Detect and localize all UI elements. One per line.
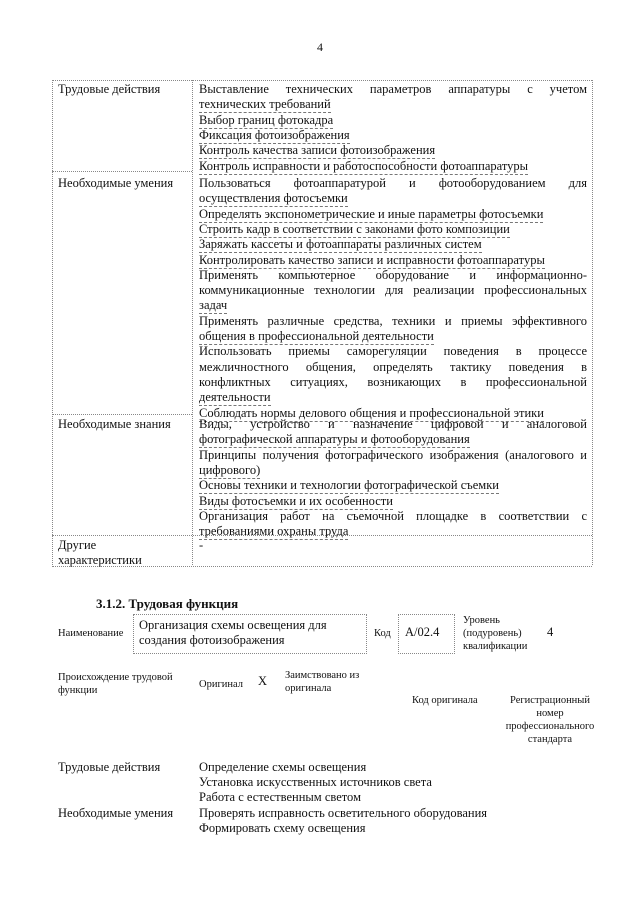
table-item-line: деятельности: [199, 390, 271, 404]
borrowed-label-line2: оригинала: [285, 683, 332, 694]
table-row-divider: [52, 171, 192, 172]
t2-item: Определение схемы освещения: [199, 760, 367, 774]
table-item-line: требованиями охраны труда: [199, 524, 349, 538]
table-item-line: Контроль исправности и работоспособности фотоаппаратуры: [199, 159, 529, 173]
row-label-other-line2: характеристики: [58, 553, 142, 567]
t2-label-labor-actions: Трудовые действия: [58, 760, 161, 774]
t2-item: Формировать схему освещения: [199, 821, 366, 835]
row-label-required-knowledge: Необходимые знания: [58, 417, 171, 431]
table-item-line: осуществления фотосъемки: [199, 191, 348, 205]
table-border-right: [592, 80, 593, 565]
reg-number-line2: номер: [536, 708, 564, 719]
borrowed-label-line1: Заимствовано из: [285, 670, 360, 681]
level-label-line3: квалификации: [463, 641, 528, 652]
table-border-left: [52, 80, 53, 565]
table-item-line: Пользоваться фотоаппаратурой и фотооборудованием для: [199, 176, 587, 190]
table-item-line: Контролировать качество записи и исправности фотоаппаратуры: [199, 253, 545, 267]
table-item-line: цифрового): [199, 463, 261, 477]
level-label-line1: Уровень: [463, 615, 500, 626]
table-column-divider: [192, 80, 193, 565]
table-row-divider: [52, 414, 192, 415]
table-item-line: общения в профессиональной деятельности: [199, 329, 434, 343]
table-item-line: Применять компьютерное оборудование и информационно-: [199, 268, 587, 282]
table-item-line: Соблюдать нормы делового общения и профессиональной этики: [199, 406, 544, 420]
table-item-line: Выбор границ фотокадра: [199, 113, 334, 127]
section-title: 3.1.2. Трудовая функция: [96, 596, 239, 611]
table-item-line: межличностного общения, определять тактику поведения в: [199, 360, 587, 374]
page-number: 4: [317, 40, 323, 54]
row-label-other-line1: Другие: [58, 538, 97, 552]
row-label-required-skills: Необходимые умения: [58, 176, 174, 190]
table-item-line: Заряжать кассеты и фотоаппараты различных систем: [199, 237, 482, 251]
table-item-line: Принципы получения фотографического изображения (аналогового и: [199, 448, 587, 462]
t2-item: Установка искусственных источников света: [199, 775, 432, 789]
original-label: Оригинал: [199, 679, 243, 690]
table-item-line: Выставление технических параметров аппаратуры с учетом: [199, 82, 587, 96]
t2-label-required-skills: Необходимые умения: [58, 806, 174, 820]
reg-number-line4: стандарта: [527, 734, 573, 745]
table-item-line: конфликтных ситуациях, возникающих в профессиональной: [199, 375, 587, 389]
table-item-line: Виды, устройство и назначение цифровой и аналоговой: [199, 417, 587, 431]
code-value: А/02.4: [405, 625, 440, 639]
table-item-line: задач: [199, 298, 228, 312]
level-value: 4: [547, 625, 554, 639]
table-border-top: [52, 80, 592, 81]
t2-item: Проверять исправность осветительного оборудования: [199, 806, 488, 820]
original-code-label: Код оригинала: [412, 695, 478, 706]
table-item-line: коммуникационные технологии для реализации профессиональных: [199, 283, 587, 297]
origin-label-line2: функции: [58, 685, 98, 696]
row-label-labor-actions: Трудовые действия: [58, 82, 161, 96]
level-label-line2: (подуровень): [463, 628, 522, 639]
table-item-line: Определять экспонометрические и иные параметры фотосъемки: [199, 207, 544, 221]
code-label: Код: [374, 628, 391, 639]
table-item-line: Виды фотосъемки и их особенности: [199, 494, 393, 508]
table-item-line: фотографической аппаратуры и фотооборудования: [199, 432, 470, 446]
table-item-line: Строить кадр в соответствии с законами фото композиции: [199, 222, 510, 236]
t2-item: Работа с естественным светом: [199, 790, 361, 804]
name-label: Наименование: [58, 628, 124, 639]
table-item-line: Фиксация фотоизображения: [199, 128, 350, 142]
original-mark: X: [258, 674, 268, 688]
table-item-line: Контроль качества записи фотоизображения: [199, 143, 436, 157]
table-item-line: технических требований: [199, 97, 331, 111]
name-value-line2: создания фотоизображения: [139, 633, 285, 647]
reg-number-line1: Регистрационный: [510, 695, 590, 706]
origin-label-line1: Происхождение трудовой: [58, 672, 173, 683]
table-item-line: Использовать приемы саморегуляции поведения в процессе: [199, 344, 587, 358]
table-item-line: Применять различные средства, техники и приемы эффективного: [199, 314, 587, 328]
name-value-line1: Организация схемы освещения для: [139, 618, 327, 632]
other-characteristics-value: -: [199, 538, 204, 552]
table-item-line: Организация работ на съемочной площадке в соответствии с: [199, 509, 587, 523]
reg-number-line3: профессионального: [505, 721, 595, 732]
table-item-line: Основы техники и технологии фотографической съемки: [199, 478, 499, 492]
